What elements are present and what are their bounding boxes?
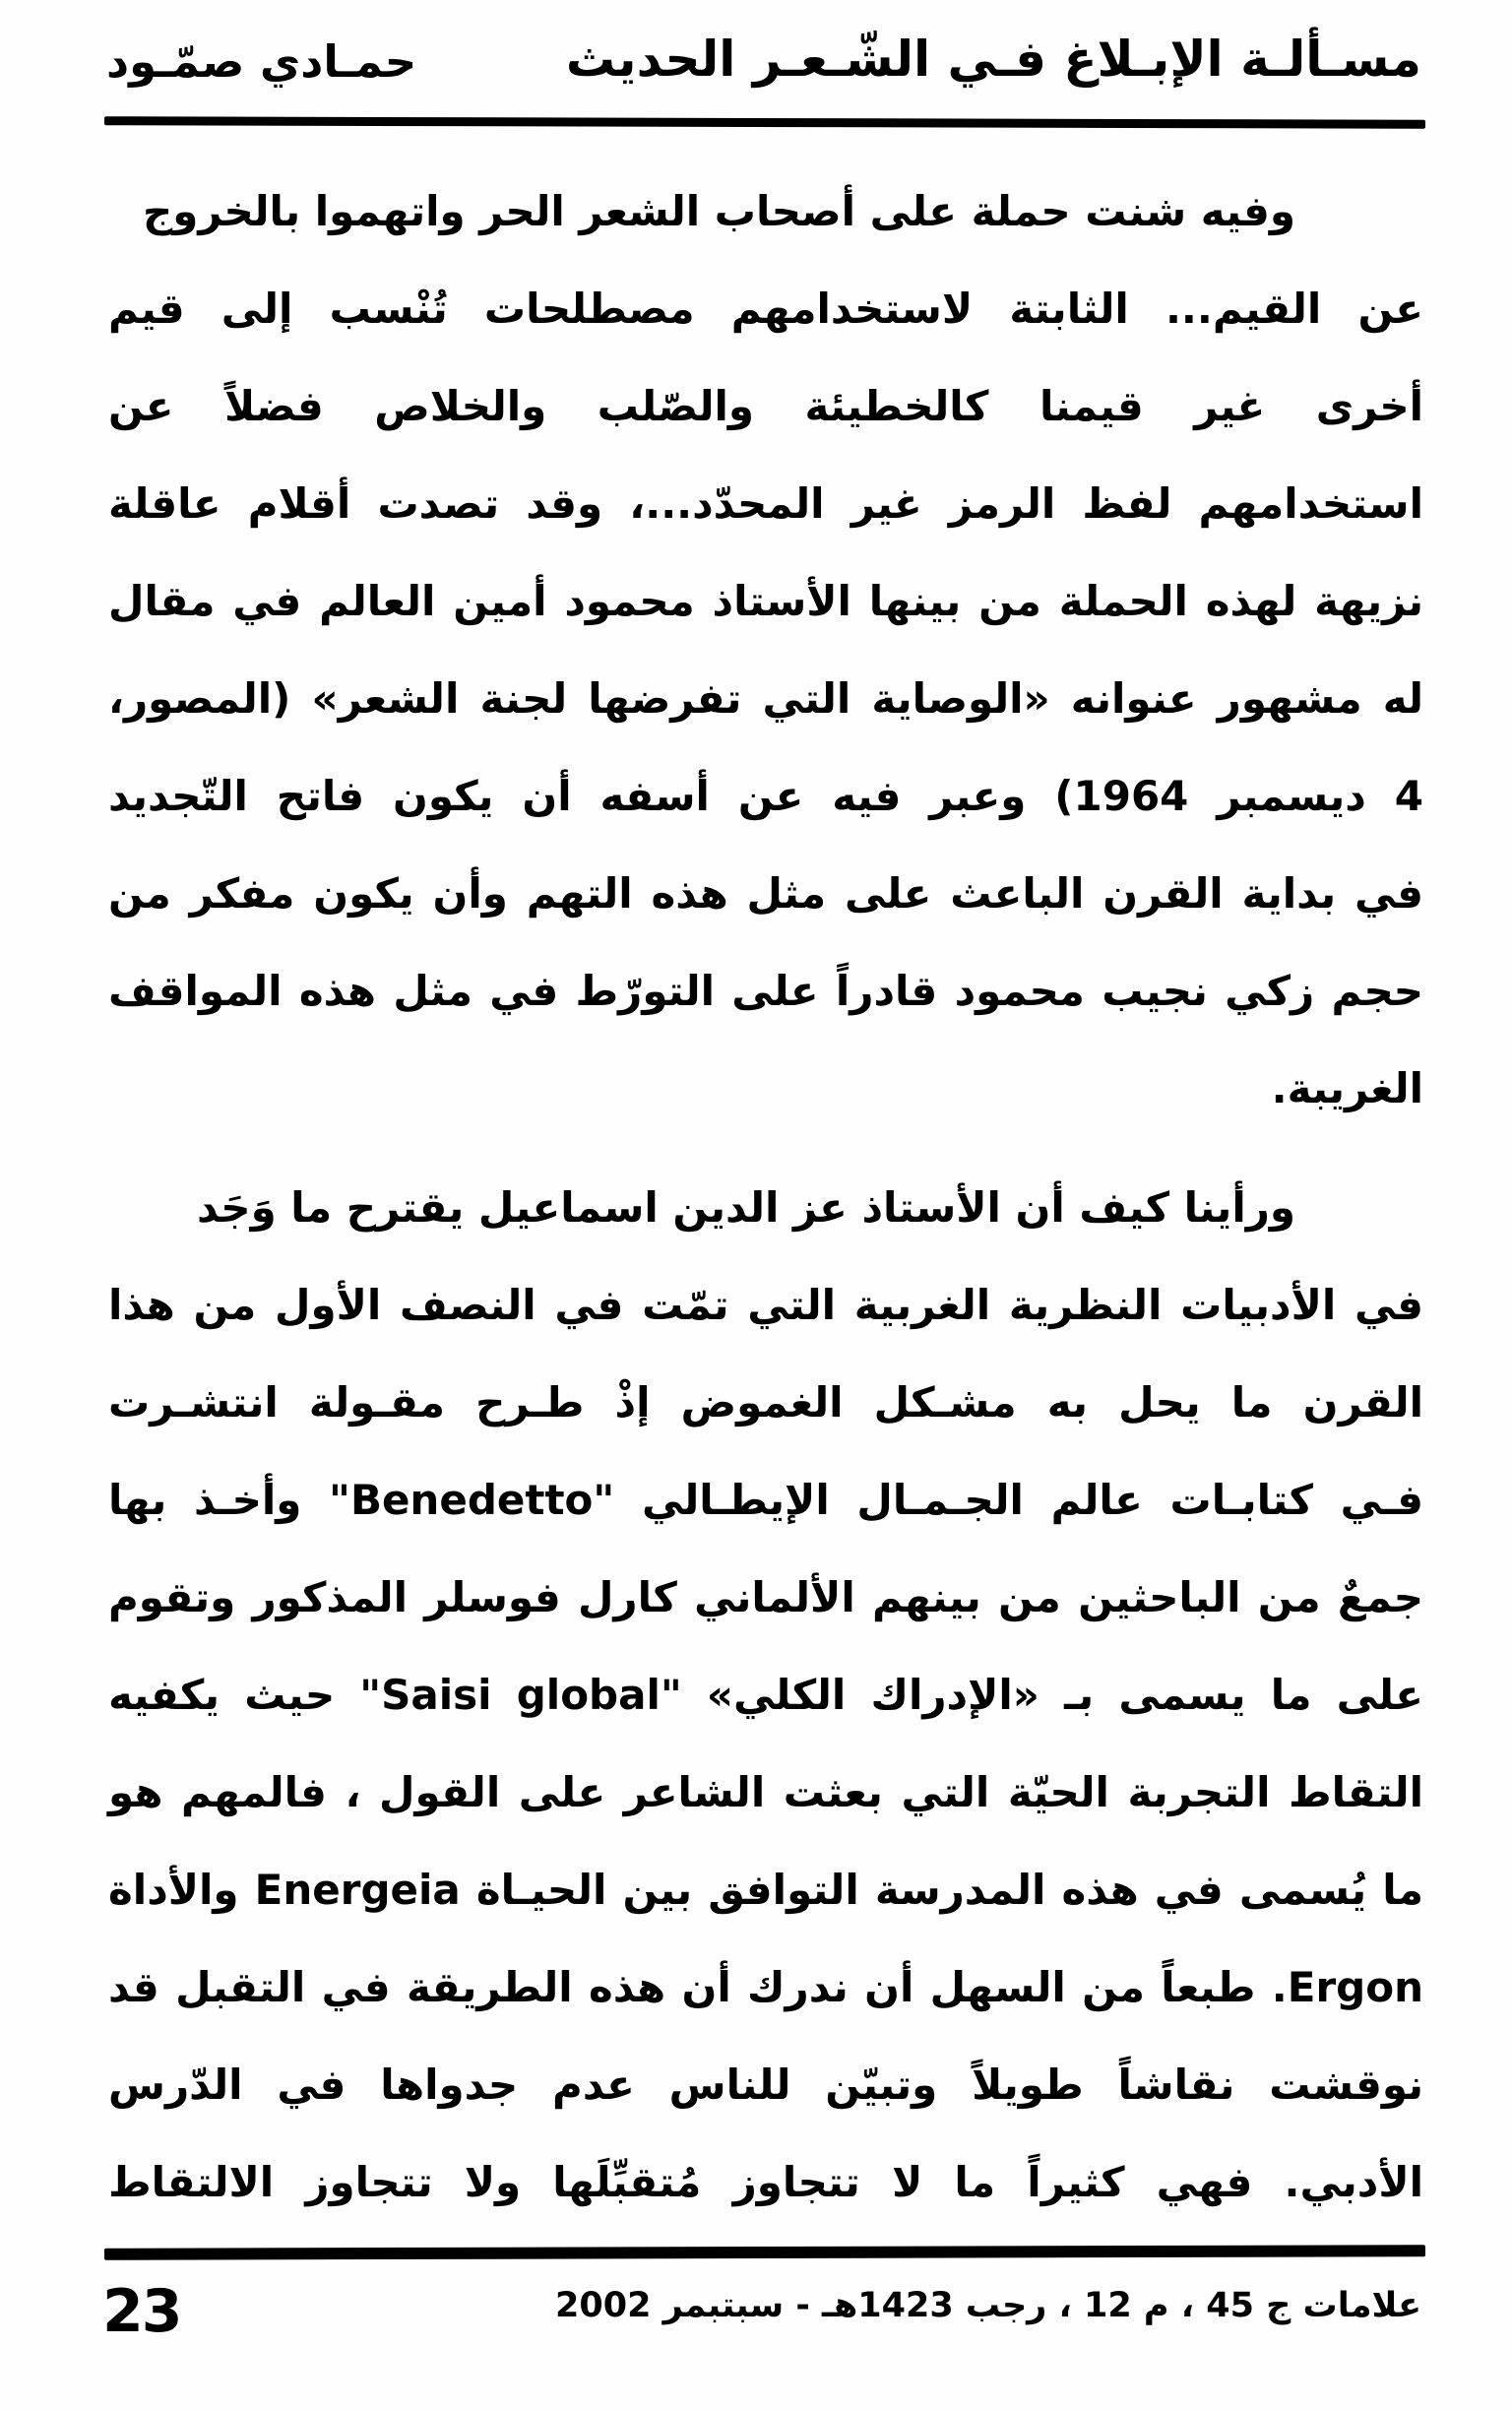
header-divider	[104, 116, 1425, 129]
body-line: وفيه شنت حملة على أصحاب الشعر الحر واتهموا بالخروج	[143, 187, 1295, 235]
body-line: الأدبي. فهي كثيراً ما لا تتجاوز مُتقبِّلَها ولا تتجاوز الالتقاط	[108, 2158, 1423, 2206]
body-line: استخدامهم لفظ الرمز غير المحدّد...، وقد تصدت أقلام عاقلة	[108, 479, 1423, 528]
body-line: له مشهور عنوانه «الوصاية التي تفرضها لجنة الشعر» (المصور،	[108, 674, 1423, 723]
journal-citation: علامات ج 45 ، م 12 ، رجب 1423هـ - سبتبمر 2002	[555, 2286, 1421, 2325]
body-line: القرن ما يحل به مشـكل الغموض إذْ طـرح مقـولة انتشـرت	[108, 1378, 1423, 1427]
body-line: 4 ديسمبر 1964)‏ وعبر فيه عن أسفه أن يكون فاتح التّجديد	[108, 772, 1423, 820]
body-line: في الأدبيات النظرية الغربية التي تمّت في النصف الأول من هذا	[108, 1281, 1423, 1329]
body-line: Ergon. طبعاً من السهل أن ندرك أن هذه الطريقة في التقبل قد	[108, 1963, 1423, 2011]
body-line: فـي كتابـات عالم الجـمـال الإيطـالي "Benedetto" وأخـذ بها	[108, 1476, 1423, 1524]
body-line: ما يُسمى في هذه المدرسة التوافق بين الحيـاة Energeia والأداة	[108, 1866, 1423, 1914]
body-line: نزيهة لهذه الحملة من بينها الأستاذ محمود أمين العالم في مقال	[108, 577, 1423, 625]
page-number: 23	[102, 2277, 181, 2346]
body-line: حجم زكي نجيب محمود قادراً على التورّط في مثل هذه المواقف	[108, 967, 1423, 1015]
body-line: نوقشت نقاشاً طويلاً وتبيّن للناس عدم جدواها في الدّرس	[108, 2061, 1423, 2109]
body-line: في بداية القرن الباعث على مثل هذه التهم وأن يكون مفكر من	[108, 869, 1423, 918]
body-line: التقاط التجربة الحيّة التي بعثت الشاعر على القول ، فالمهم هو	[108, 1768, 1423, 1816]
body-text	[108, 162, 1423, 2231]
article-title: مسـألـة الإبـلاغ فـي الشّـعـر الحديث	[565, 31, 1421, 88]
body-line: على ما يسمى بـ «الإدراك الكلي» "Saisi global" حيث يكفيه	[108, 1671, 1423, 1719]
page-header	[106, 30, 1421, 89]
body-line: جمعٌ من الباحثين من بينهم الألماني كارل فوسلر المذكور وتقوم	[108, 1573, 1423, 1621]
body-line: الغريبة.	[1271, 1064, 1423, 1112]
author-name: حمـادي صمّـود	[106, 35, 417, 88]
body-line: أخرى غير قيمنا كالخطيئة والصّلب والخلاص فضلاً عن	[108, 382, 1423, 430]
footer-divider	[104, 2245, 1425, 2260]
body-line: ورأينا كيف أن الأستاذ عز الدين اسماعيل يقترح ما وَجَد	[197, 1183, 1295, 1232]
body-line: عن القيم... الثابتة لاستخدامهم مصطلحات تُنْسب إلى قيم	[108, 285, 1423, 333]
